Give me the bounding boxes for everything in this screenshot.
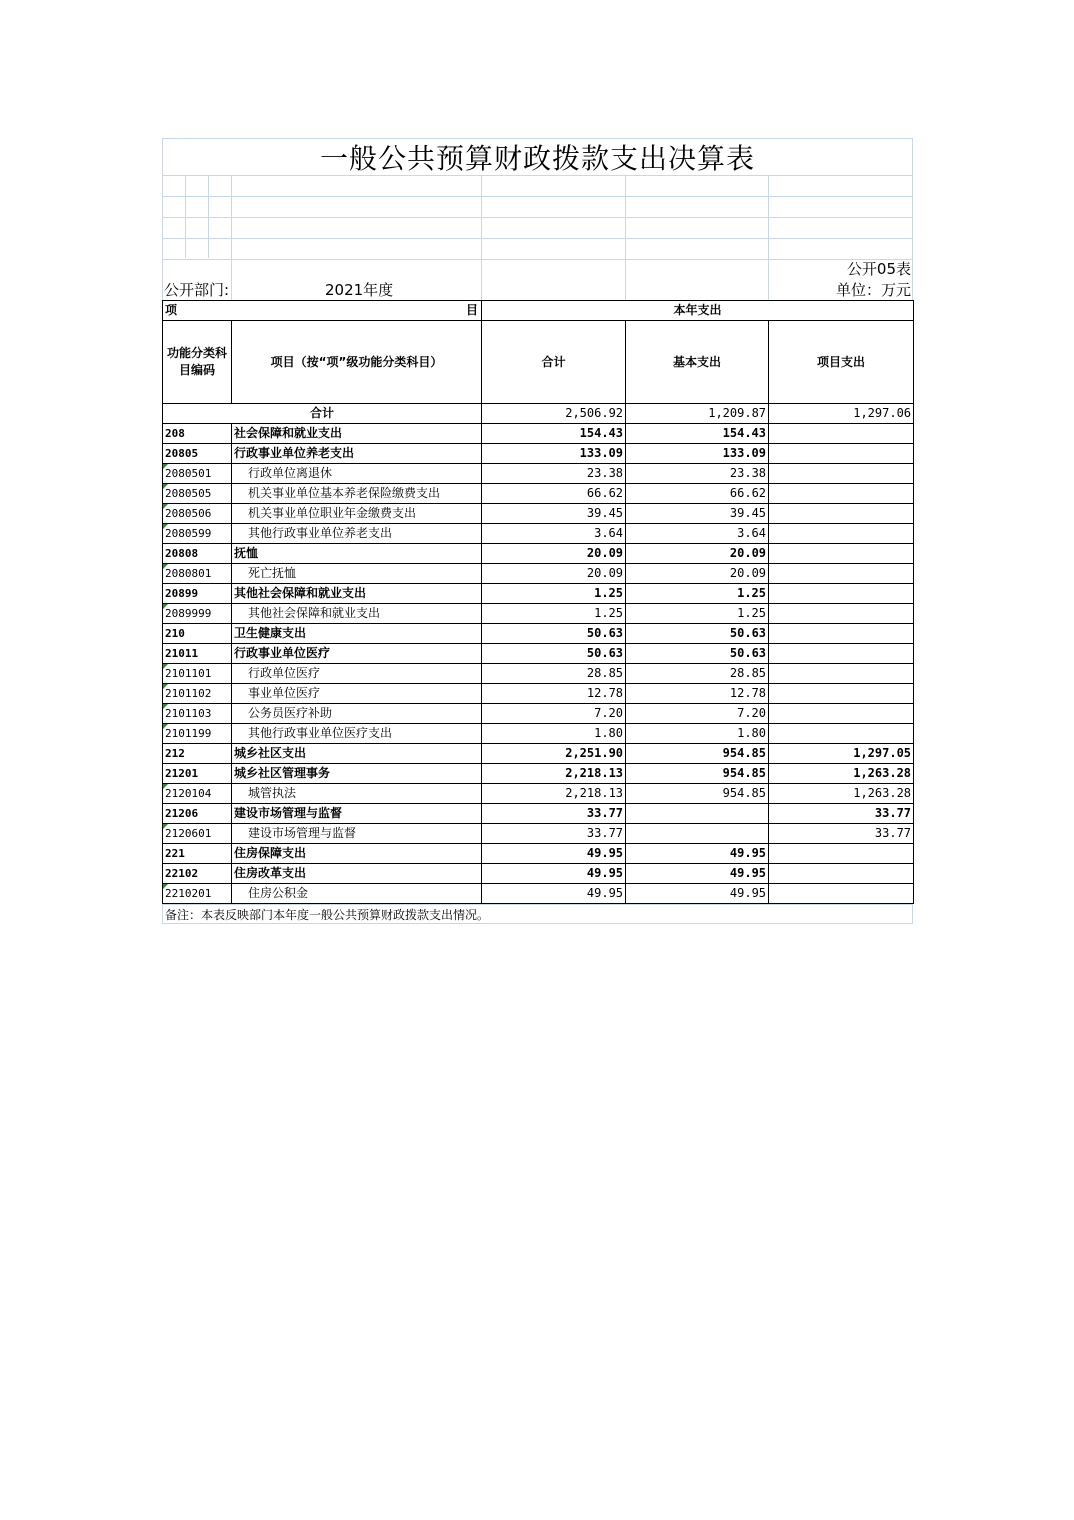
row-code: 2080801 <box>163 564 232 584</box>
header-row-1 <box>163 301 914 321</box>
row-name: 住房保障支出 <box>232 844 482 864</box>
row-code: 2080599 <box>163 524 232 544</box>
cell-marker-icon <box>163 724 168 729</box>
row-project <box>769 544 914 564</box>
row-project <box>769 864 914 884</box>
row-project: 33.77 <box>769 804 914 824</box>
row-project <box>769 584 914 604</box>
total-column-header: 合计 <box>482 321 626 404</box>
table-row <box>163 504 914 524</box>
row-name: 建设市场管理与监督 <box>232 804 482 824</box>
gridline <box>912 176 913 300</box>
row-total: 50.63 <box>482 624 626 644</box>
row-basic: 1.25 <box>626 584 769 604</box>
row-project: 33.77 <box>769 824 914 844</box>
row-basic <box>626 804 769 824</box>
row-basic: 954.85 <box>626 744 769 764</box>
row-basic: 954.85 <box>626 784 769 804</box>
cell-marker-icon <box>163 784 168 789</box>
row-basic: 3.64 <box>626 524 769 544</box>
row-name: 其他行政事业单位医疗支出 <box>232 724 482 744</box>
row-name: 城乡社区支出 <box>232 744 482 764</box>
row-basic <box>626 824 769 844</box>
table-row <box>163 724 914 744</box>
row-basic: 954.85 <box>626 764 769 784</box>
table-row <box>163 664 914 684</box>
table-row <box>163 644 914 664</box>
total-row-total: 2,506.92 <box>482 404 626 424</box>
total-row <box>163 404 914 424</box>
year-expenditure-header: 本年支出 <box>482 301 914 321</box>
row-total: 33.77 <box>482 804 626 824</box>
table-row <box>163 624 914 644</box>
table-row <box>163 464 914 484</box>
row-code: 221 <box>163 844 232 864</box>
row-total: 2,218.13 <box>482 764 626 784</box>
row-total: 3.64 <box>482 524 626 544</box>
row-total: 12.78 <box>482 684 626 704</box>
blank-row <box>162 197 913 218</box>
blank-row <box>162 176 913 197</box>
row-name: 抚恤 <box>232 544 482 564</box>
row-code: 2080506 <box>163 504 232 524</box>
row-code: 2101199 <box>163 724 232 744</box>
cell-marker-icon <box>163 484 168 489</box>
cell-marker-icon <box>163 824 168 829</box>
header-row-2 <box>163 321 914 404</box>
row-total: 49.95 <box>482 844 626 864</box>
row-basic: 133.09 <box>626 444 769 464</box>
row-total: 50.63 <box>482 644 626 664</box>
row-name: 行政单位医疗 <box>232 664 482 684</box>
table-row <box>163 764 914 784</box>
row-name: 行政事业单位医疗 <box>232 644 482 664</box>
row-code: 2080501 <box>163 464 232 484</box>
total-row-project: 1,297.06 <box>769 404 914 424</box>
row-project <box>769 484 914 504</box>
row-basic: 39.45 <box>626 504 769 524</box>
table-row <box>163 424 914 444</box>
gridline <box>625 176 626 300</box>
row-name: 城管执法 <box>232 784 482 804</box>
table-row <box>163 744 914 764</box>
row-project <box>769 504 914 524</box>
gridline <box>768 176 769 300</box>
row-total: 7.20 <box>482 704 626 724</box>
table-row <box>163 684 914 704</box>
row-code: 2089999 <box>163 604 232 624</box>
row-project <box>769 444 914 464</box>
row-project <box>769 424 914 444</box>
row-name: 机关事业单位职业年金缴费支出 <box>232 504 482 524</box>
row-code: 21011 <box>163 644 232 664</box>
row-name: 社会保障和就业支出 <box>232 424 482 444</box>
row-total: 2,218.13 <box>482 784 626 804</box>
row-code: 20808 <box>163 544 232 564</box>
row-total: 133.09 <box>482 444 626 464</box>
cell-marker-icon <box>163 524 168 529</box>
report-title: 一般公共预算财政拨款支出决算表 <box>162 138 913 176</box>
row-name: 行政单位离退休 <box>232 464 482 484</box>
row-total: 66.62 <box>482 484 626 504</box>
row-basic: 28.85 <box>626 664 769 684</box>
total-row-basic: 1,209.87 <box>626 404 769 424</box>
table-row <box>163 584 914 604</box>
gridline <box>185 176 186 258</box>
row-basic: 12.78 <box>626 684 769 704</box>
row-name: 卫生健康支出 <box>232 624 482 644</box>
row-total: 2,251.90 <box>482 744 626 764</box>
row-code: 20805 <box>163 444 232 464</box>
row-code: 2210201 <box>163 884 232 904</box>
code-column-header: 功能分类科目编码 <box>163 321 232 404</box>
row-code: 21201 <box>163 764 232 784</box>
table-row <box>163 804 914 824</box>
table-row <box>163 484 914 504</box>
gridline <box>481 176 482 300</box>
row-basic: 66.62 <box>626 484 769 504</box>
item-header-left: 项 <box>165 303 178 317</box>
row-project <box>769 724 914 744</box>
row-name: 住房改革支出 <box>232 864 482 884</box>
row-total: 39.45 <box>482 504 626 524</box>
table-row <box>163 444 914 464</box>
table-row <box>163 544 914 564</box>
row-total: 23.38 <box>482 464 626 484</box>
row-basic: 20.09 <box>626 544 769 564</box>
blank-row <box>162 218 913 239</box>
total-row-label: 合计 <box>163 404 482 424</box>
gridline <box>208 176 209 258</box>
row-code: 2101101 <box>163 664 232 684</box>
table-row <box>163 844 914 864</box>
row-total: 49.95 <box>482 864 626 884</box>
row-basic: 49.95 <box>626 844 769 864</box>
row-name: 事业单位医疗 <box>232 684 482 704</box>
basic-column-header: 基本支出 <box>626 321 769 404</box>
department-label: 公开部门: <box>164 281 230 299</box>
row-total: 28.85 <box>482 664 626 684</box>
table-row <box>163 704 914 724</box>
row-total: 49.95 <box>482 884 626 904</box>
row-basic: 1.25 <box>626 604 769 624</box>
row-basic: 1.80 <box>626 724 769 744</box>
row-basic: 50.63 <box>626 644 769 664</box>
row-project <box>769 624 914 644</box>
row-project: 1,263.28 <box>769 784 914 804</box>
cell-marker-icon <box>163 704 168 709</box>
item-header-right: 目 <box>466 303 479 317</box>
row-code: 2120104 <box>163 784 232 804</box>
row-project: 1,297.05 <box>769 744 914 764</box>
row-code: 20899 <box>163 584 232 604</box>
row-project <box>769 844 914 864</box>
unit-label: 单位：万元 <box>835 281 911 299</box>
blank-rows <box>162 176 913 260</box>
row-code: 212 <box>163 744 232 764</box>
cell-marker-icon <box>163 604 168 609</box>
row-total: 1.25 <box>482 584 626 604</box>
row-total: 1.80 <box>482 724 626 744</box>
fiscal-year: 2021年度 <box>325 281 394 299</box>
row-total: 20.09 <box>482 544 626 564</box>
row-total: 20.09 <box>482 564 626 584</box>
row-code: 2120601 <box>163 824 232 844</box>
table-row <box>163 564 914 584</box>
gridline <box>231 176 232 300</box>
row-name: 其他行政事业单位养老支出 <box>232 524 482 544</box>
row-name: 机关事业单位基本养老保险缴费支出 <box>232 484 482 504</box>
row-code: 210 <box>163 624 232 644</box>
row-code: 22102 <box>163 864 232 884</box>
row-project <box>769 524 914 544</box>
row-code: 2101102 <box>163 684 232 704</box>
row-name: 其他社会保障和就业支出 <box>232 604 482 624</box>
table-row <box>163 784 914 804</box>
table-row <box>163 824 914 844</box>
row-basic: 20.09 <box>626 564 769 584</box>
name-column-header: 项目（按“项”级功能分类科目） <box>232 321 482 404</box>
row-name: 公务员医疗补助 <box>232 704 482 724</box>
row-total: 33.77 <box>482 824 626 844</box>
cell-marker-icon <box>163 684 168 689</box>
row-project <box>769 884 914 904</box>
row-total: 154.43 <box>482 424 626 444</box>
cell-marker-icon <box>163 504 168 509</box>
row-basic: 50.63 <box>626 624 769 644</box>
expenditure-table <box>162 300 914 904</box>
row-project <box>769 604 914 624</box>
row-name: 城乡社区管理事务 <box>232 764 482 784</box>
cell-marker-icon <box>163 884 168 889</box>
row-project <box>769 644 914 664</box>
table-row <box>163 884 914 904</box>
cell-marker-icon <box>163 464 168 469</box>
table-number: 公开05表 <box>846 260 911 278</box>
row-basic: 7.20 <box>626 704 769 724</box>
cell-marker-icon <box>163 664 168 669</box>
row-code: 21206 <box>163 804 232 824</box>
row-name: 死亡抚恤 <box>232 564 482 584</box>
row-project <box>769 664 914 684</box>
row-name: 住房公积金 <box>232 884 482 904</box>
cell-marker-icon <box>163 564 168 569</box>
row-name: 其他社会保障和就业支出 <box>232 584 482 604</box>
row-total: 1.25 <box>482 604 626 624</box>
gridline <box>162 176 163 300</box>
table-row <box>163 524 914 544</box>
row-code: 208 <box>163 424 232 444</box>
row-name: 建设市场管理与监督 <box>232 824 482 844</box>
table-row <box>163 864 914 884</box>
row-project: 1,263.28 <box>769 764 914 784</box>
row-code: 2101103 <box>163 704 232 724</box>
row-name: 行政事业单位养老支出 <box>232 444 482 464</box>
row-project <box>769 464 914 484</box>
row-basic: 154.43 <box>626 424 769 444</box>
row-project <box>769 704 914 724</box>
row-basic: 49.95 <box>626 864 769 884</box>
row-basic: 23.38 <box>626 464 769 484</box>
row-code: 2080505 <box>163 484 232 504</box>
table-row <box>163 604 914 624</box>
project-column-header: 项目支出 <box>769 321 914 404</box>
row-project <box>769 564 914 584</box>
blank-row <box>162 239 913 260</box>
footnote: 备注：本表反映部门本年度一般公共预算财政拨款支出情况。 <box>162 904 913 924</box>
row-basic: 49.95 <box>626 884 769 904</box>
item-header <box>163 301 482 321</box>
row-project <box>769 684 914 704</box>
